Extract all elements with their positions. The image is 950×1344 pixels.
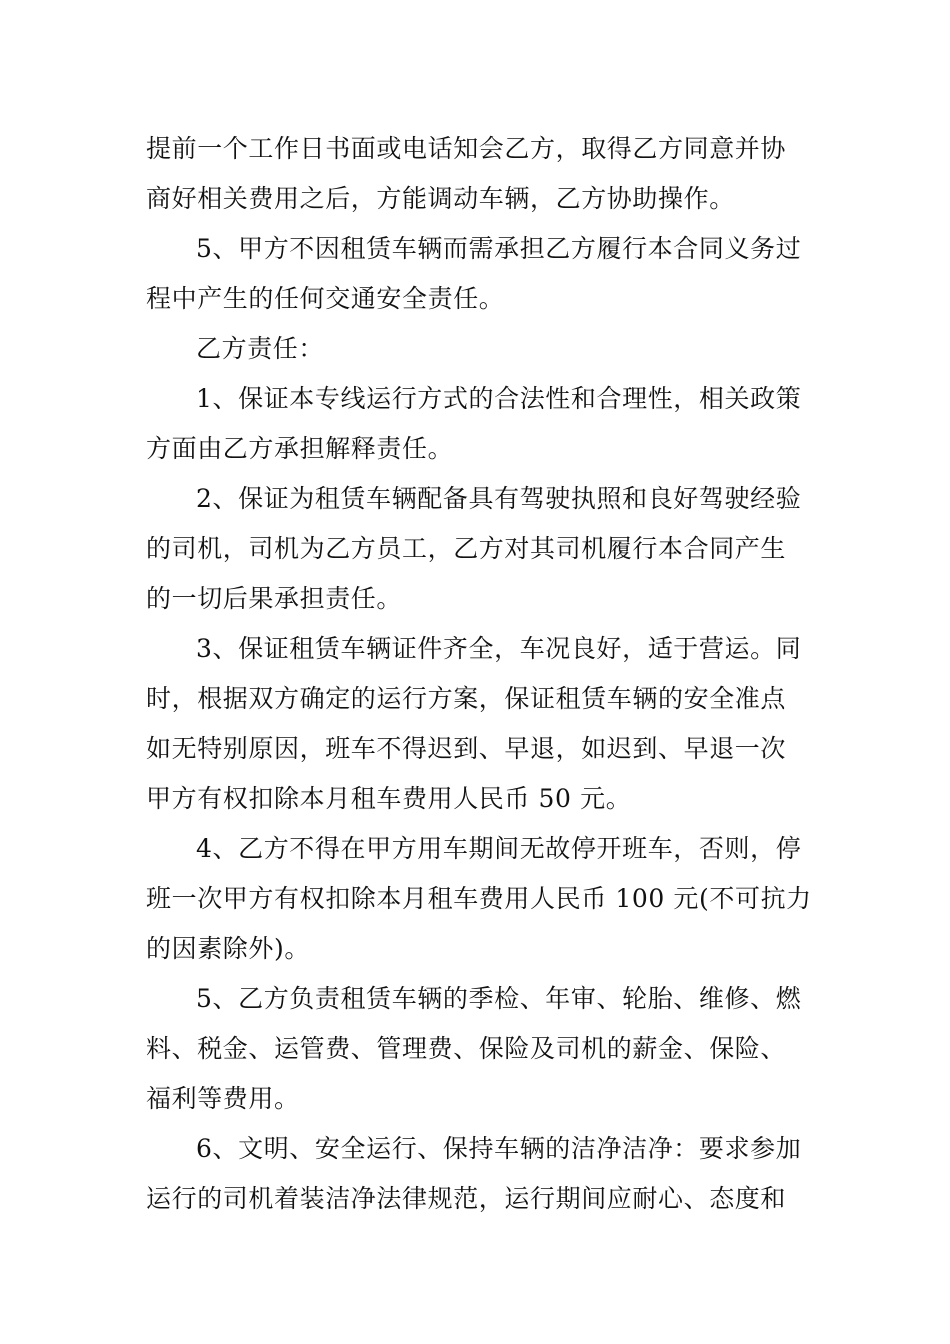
text-line: 时，根据双方确定的运行方案，保证租赁车辆的安全准点 xyxy=(146,684,787,713)
paragraph xyxy=(146,224,811,324)
paragraph xyxy=(146,624,811,824)
text-line: 班一次甲方有权扣除本月租车费用人民币 100 元(不可抗力 xyxy=(146,884,812,913)
paragraph xyxy=(146,324,811,374)
text-line: 甲方有权扣除本月租车费用人民币 50 元。 xyxy=(146,784,632,813)
text-line: 5、乙方负责租赁车辆的季检、年审、轮胎、维修、燃 xyxy=(196,984,802,1013)
text-line: 商好相关费用之后，方能调动车辆，乙方协助操作。 xyxy=(146,184,735,213)
text-line: 程中产生的任何交通安全责任。 xyxy=(146,284,505,313)
paragraph xyxy=(146,1124,811,1224)
document-body xyxy=(146,124,811,1224)
text-line: 料、税金、运管费、管理费、保险及司机的薪金、保险、 xyxy=(146,1034,787,1063)
text-line: 的一切后果承担责任。 xyxy=(146,584,403,613)
text-line: 提前一个工作日书面或电话知会乙方，取得乙方同意并协 xyxy=(146,134,787,163)
text-line: 福利等费用。 xyxy=(146,1084,300,1113)
text-line: 4、乙方不得在甲方用车期间无故停开班车，否则，停 xyxy=(196,834,802,863)
paragraph xyxy=(146,374,811,474)
paragraph xyxy=(146,474,811,624)
text-line: 1、保证本专线运行方式的合法性和合理性，相关政策 xyxy=(196,384,802,413)
paragraph xyxy=(146,974,811,1124)
text-line: 3、保证租赁车辆证件齐全，车况良好，适于营运。同 xyxy=(196,634,802,663)
text-line: 方面由乙方承担解释责任。 xyxy=(146,434,454,463)
text-line: 5、甲方不因租赁车辆而需承担乙方履行本合同义务过 xyxy=(196,234,802,263)
text-line: 运行的司机着装洁净法律规范，运行期间应耐心、态度和 xyxy=(146,1184,787,1213)
text-line: 乙方责任： xyxy=(196,334,325,363)
text-line: 的因素除外)。 xyxy=(146,934,310,963)
text-line: 的司机，司机为乙方员工，乙方对其司机履行本合同产生 xyxy=(146,534,787,563)
text-line: 如无特别原因，班车不得迟到、早退，如迟到、早退一次 xyxy=(146,734,787,763)
text-line: 6、文明、安全运行、保持车辆的洁净洁净：要求参加 xyxy=(196,1134,802,1163)
text-line: 2、保证为租赁车辆配备具有驾驶执照和良好驾驶经验 xyxy=(196,484,802,513)
paragraph xyxy=(146,124,811,224)
paragraph xyxy=(146,824,811,974)
